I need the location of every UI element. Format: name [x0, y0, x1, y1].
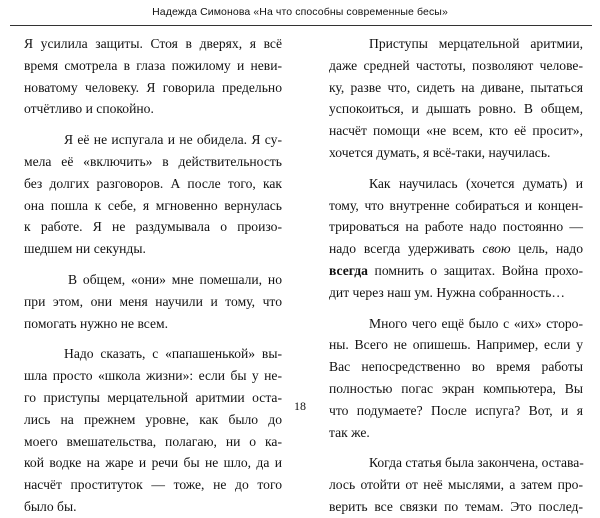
text-line — [329, 238, 583, 260]
text-line: кой водке на жаре и речи бы не шло, да и — [24, 455, 282, 471]
text-line: тому, что внутренне собираться и концен- — [329, 197, 583, 213]
right-column — [329, 33, 583, 518]
text-line: при этом, они меня научили и тому, что — [24, 293, 282, 309]
text-line: Как научилась (хочется думать) и — [369, 175, 583, 191]
text-line: шедшем ни секунды. — [24, 241, 146, 257]
paragraph — [24, 33, 282, 120]
paragraph — [329, 173, 583, 304]
emphasis-bold: всегда — [329, 262, 368, 278]
paragraph — [24, 269, 282, 334]
left-column — [24, 33, 282, 518]
text-fragment: надо всегда удерживать — [329, 241, 475, 257]
text-line: было бы. — [24, 498, 77, 514]
text-fragment: помнить о защитах. Война прохо- — [374, 262, 583, 278]
text-line: новатому человеку. Я говорила предельно — [24, 79, 282, 95]
page-number: 18 — [294, 399, 306, 413]
text-line: лись на прежнем уровне, как было до — [24, 411, 282, 427]
text-line: Я усилила защиты. Стоя в дверях, я всё — [24, 36, 282, 51]
text-line: Когда статья была закончена, остава- — [369, 455, 584, 471]
text-line: шла просто «школа жизни»: если бы у не- — [24, 368, 282, 384]
text-line: Приступы мерцательной аритмии, — [369, 36, 583, 51]
text-line: насчёт проституток — тоже, не до того — [24, 477, 282, 493]
text-line: Много чего ещё было с «их» сторо- — [369, 315, 583, 331]
running-header: Надежда Симонова «На что способны современные бесы» — [152, 6, 448, 18]
text-line: она пошла к себе, я мгновенно вернулась — [24, 197, 282, 213]
text-line: верить все связки по темам. Это послед- — [329, 498, 583, 514]
text-line: даже средней частоты, позволяют челове- — [329, 57, 583, 73]
header-rule — [10, 25, 592, 26]
text-line: трироваться на работе надо постоянно — — [329, 219, 583, 235]
text-line: так же. — [329, 424, 370, 440]
paragraph — [24, 129, 282, 260]
text-line: Вас непосредственно во время работы — [329, 359, 583, 375]
text-line: отчётливо и спокойно. — [24, 101, 154, 117]
text-line: без долгих разговоров. А после того, как — [24, 175, 282, 191]
text-line: ны. Всего не опишешь. Например, если у — [329, 337, 583, 353]
paragraph — [329, 452, 583, 517]
text-line: ку, разве что, сидеть на диване, пытаться — [329, 79, 583, 95]
text-fragment: цель, надо — [518, 241, 583, 257]
text-line: хочется думать, я всё-таки, научилась. — [329, 144, 551, 160]
text-line: Я её не испугала и не обидела. Я су- — [64, 132, 282, 148]
paragraph — [329, 313, 583, 444]
text-line: В общем, «они» мне помешали, но — [68, 271, 282, 287]
text-line: Надо сказать, с «папашенькой» вы- — [64, 346, 282, 362]
text-line: что подумаете? После испуга? Вот, и я — [329, 402, 583, 418]
paragraph — [24, 343, 282, 517]
text-line: помогать нужно не всем. — [24, 315, 169, 331]
text-line: время смотрела в глаза пожилому и неви- — [24, 57, 282, 73]
text-line — [329, 260, 583, 282]
text-line: лось отойти от неё мыслями, а затем про- — [329, 477, 583, 493]
text-line: го приступы мерцательной аритмии оста- — [24, 389, 282, 405]
text-line: полностью погас экран компьютера, Вы — [329, 380, 583, 396]
emphasis-italic: свою — [482, 241, 511, 257]
text-line: дит через наш ум. Нужна собранность… — [329, 284, 565, 300]
text-line: мела её «включить» в действительность — [24, 153, 282, 169]
text-line: насчёт помощи «не всем, кто её просит», — [329, 123, 583, 139]
text-line: успокоиться, и дышать ровно. В общем, — [329, 101, 583, 117]
paragraph — [329, 33, 583, 164]
text-line: моего вмешательства, полагаю, ни о ка- — [24, 433, 282, 449]
text-line: к работе. Я не раздумывала о произо- — [24, 219, 282, 235]
